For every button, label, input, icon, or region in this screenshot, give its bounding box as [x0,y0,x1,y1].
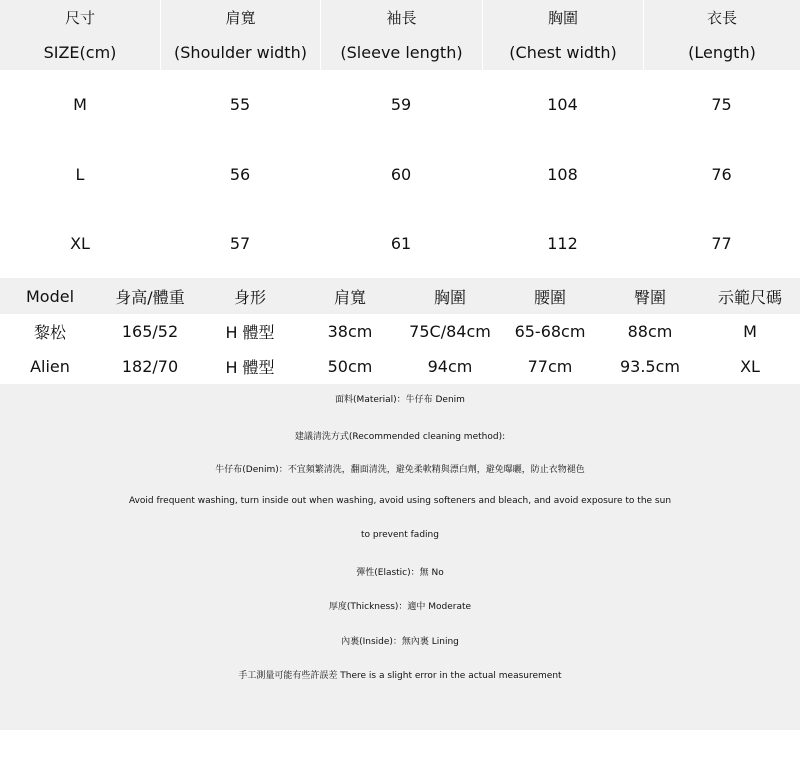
shoulder-header-en: (Shoulder width) [174,43,307,62]
body-type-cell: H 體型 [225,358,275,377]
shoulder-header-zh: 肩寬 [225,9,256,27]
size-cell: M [73,95,87,114]
body-type-header: 身形 [233,287,266,307]
elastic-line: 彈性(Elastic)：無 No [356,568,444,578]
material-line: 面料(Material)：牛仔布 Denim [335,395,465,405]
shoulder-header: 肩寬 [333,287,366,307]
cleaning-title: 建議清洗方式(Recommended cleaning method): [294,432,506,442]
shoulder-cell: 57 [229,234,251,253]
inside-line: 內裏(Inside)：無內裏 Lining [341,637,459,647]
length-cell: 75 [711,95,732,114]
height-weight-header: 身高/體重 [115,287,185,307]
length-header-col [643,0,800,70]
sleeve-header-col [320,0,482,70]
size-cell: L [75,164,85,184]
model-table-body [0,314,800,384]
size-header-zh: 尺寸 [64,9,95,27]
length-cell: 76 [711,164,732,184]
size-cell: XL [70,234,90,253]
worn-size-header: 示範尺碼 [717,287,782,307]
chest-header-zh: 胸圍 [547,9,578,27]
sleeve-cell: 61 [390,234,412,253]
shoulder-cell: 38cm [327,322,373,341]
chest-header-en: (Chest width) [509,43,617,62]
shoulder-cell: 55 [229,95,251,114]
shoulder-cell: 50cm [327,357,373,376]
sleeve-header-en: (Sleeve length) [340,43,463,62]
size-table-header [0,0,800,70]
length-cell: 77 [711,234,732,253]
waist-header: 腰圍 [533,287,566,307]
body-type-cell: H 體型 [225,323,275,342]
chest-cell: 104 [547,95,578,114]
hip-cell: 88cm [627,322,673,341]
length-header-zh: 衣長 [706,9,737,27]
chest-cell: 94cm [427,357,473,376]
chest-cell: 108 [547,164,578,184]
chest-header: 胸圍 [433,287,466,307]
shoulder-cell: 56 [229,164,251,184]
model-name-cell: 黎松 [33,323,66,342]
shoulder-header-col [160,0,320,70]
hip-header: 臀圍 [633,287,666,307]
chest-cell: 75C/84cm [409,322,491,341]
height-weight-cell: 165/52 [121,322,179,341]
care-info-panel [0,384,800,730]
worn-size-cell: M [743,322,757,341]
hip-cell: 93.5cm [619,357,680,376]
size-header-col [0,0,160,70]
model-table-header [0,278,800,314]
sleeve-header-zh: 袖長 [386,9,417,27]
sleeve-cell: 60 [390,164,412,184]
model-name-cell: Alien [30,357,70,376]
sleeve-cell: 59 [390,95,412,114]
waist-cell: 77cm [527,357,573,376]
chest-header-col [482,0,643,70]
length-header-en: (Length) [688,43,756,62]
worn-size-cell: XL [740,357,760,376]
waist-cell: 65-68cm [514,322,586,341]
model-header: Model [25,286,75,306]
measurement-note: 手工測量可能有些許誤差 There is a slight error in the actual measurement [238,671,562,681]
cleaning-zh-line: 牛仔布(Denim)：不宜頻繁清洗，翻面清洗，避免柔軟精與漂白劑，避免曝曬，防止衣物褪色 [215,465,585,475]
thickness-line: 厚度(Thickness)：適中 Moderate [328,602,472,612]
size-table-body [0,70,800,278]
height-weight-cell: 182/70 [121,357,179,376]
size-header-en: SIZE(cm) [43,43,117,62]
cleaning-en-line: Avoid frequent washing, turn inside out when washing, avoid using softeners and bleach, and avoid exposure to the sun [128,496,672,506]
chest-cell: 112 [547,234,578,253]
cleaning-en-line-2: to prevent fading [361,530,439,540]
